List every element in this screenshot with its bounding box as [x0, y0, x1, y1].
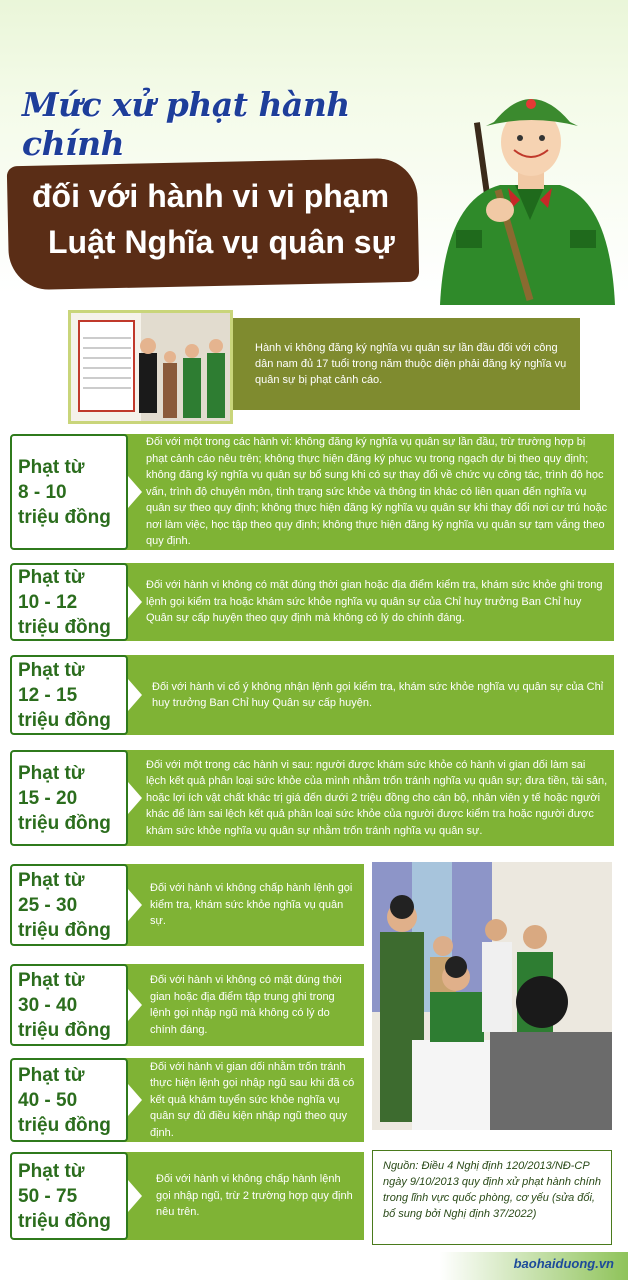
title-line-2: Luật Nghĩa vụ quân sự [48, 224, 395, 260]
arrow-icon [128, 889, 142, 921]
fine-label: Phạt từ 30 - 40 triệu đồng [10, 964, 128, 1046]
arrow-icon [128, 1084, 142, 1116]
fine-description: Đối với một trong các hành vi: không đăng ký nghĩa vụ quân sự lần đầu, trừ trường hợp bị phạt cảnh cáo nêu trên; không thực hiện đăng ký phục vụ trong ngạch dự bị theo quy định; không đăng ký nghĩa vụ quân sự bổ sung khi có sự thay đổi về chức vụ công tác, trình độ học vấn, trình độ chuyên môn, tình trạng sức khỏe và thông tin khác có liên quan đến nghĩa vụ quân sự theo quy định; không thực hiện đăng ký nghĩa vụ quân sự khi thay đổi nơi cư trú hoặc nơi làm việc, học tập theo quy định; không thực hiện đăng ký nghĩa vụ quân sự tạm vắng theo quy định. [146, 436, 608, 548]
arrow-icon [128, 782, 142, 814]
title-line-1: đối với hành vi vi phạm [32, 178, 390, 214]
arrow-icon [128, 586, 142, 618]
intro-photo [68, 310, 233, 424]
arrow-icon [128, 1180, 142, 1212]
registration-board-icon [71, 313, 230, 421]
arrow-icon [128, 476, 142, 508]
arrow-icon [128, 989, 142, 1021]
fine-description: Đối với hành vi cố ý không nhận lệnh gọi kiểm tra, khám sức khỏe nghĩa vụ quân sự của Chỉ huy trưởng Ban Chỉ huy Quân sự cấp huyện. [152, 680, 604, 709]
fine-row-25-30 [10, 864, 364, 946]
fine-row-12-15 [10, 655, 614, 735]
footer-brand[interactable]: baohaiduong.vn [513, 1256, 614, 1271]
fine-description: Đối với hành vi không chấp hành lệnh gọi nhập ngũ, trừ 2 trường hợp quy định nêu trên. [156, 1173, 353, 1219]
medical-exam-photo [372, 862, 612, 1130]
fine-description: Đối với một trong các hành vi sau: người được khám sức khỏe có hành vi gian dối làm sai lệch kết quả phân loại sức khỏe của mình nhằm trốn tránh nghĩa vụ quân sự; đưa tiền, tài sản, hoặc lợi ích vật chất khác trị giá đến dưới 2 triệu đồng cho cán bộ, nhân viên y tế hoặc người khác để làm sai lệch kết quả phân loại sức khỏe của người được kiểm tra hoặc người được khám sức khỏe nghĩa vụ quân sự nhằm trốn tránh nghĩa vụ quân sự. [146, 758, 608, 837]
fine-row-40-50 [10, 1058, 364, 1142]
fine-label: Phạt từ 25 - 30 triệu đồng [10, 864, 128, 946]
fine-label: Phạt từ 10 - 12 triệu đồng [10, 563, 128, 641]
fine-description: Đối với hành vi gian dối nhằm trốn tránh thực hiện lệnh gọi nhập ngũ sau khi đã có kết quả khám tuyển sức khỏe nghĩa vụ quân sự đủ điều kiện nhập ngũ theo quy định. [150, 1060, 355, 1139]
fine-label: Phạt từ 15 - 20 triệu đồng [10, 750, 128, 846]
intro-text: Hành vi không đăng ký nghĩa vụ quân sự lần đầu đối với công dân nam đủ 17 tuổi trong năm thuộc diện phải đăng ký nghĩa vụ quân sự bị phạt cảnh cáo. [255, 342, 567, 386]
fine-row-8-10 [10, 434, 614, 550]
fine-description: Đối với hành vi không có mặt đúng thời gian hoặc địa điểm kiểm tra, khám sức khỏe ghi trong lệnh gọi kiểm tra hoặc khám sức khỏe nghĩa vụ quân sự của Chỉ huy trưởng Ban Chỉ huy Quân sự cấp huyện theo quy định mà không có lý do chính đáng. [146, 579, 603, 625]
fine-row-30-40 [10, 964, 364, 1046]
header [0, 0, 628, 305]
soldier-illustration [420, 80, 620, 305]
fine-label: Phạt từ 40 - 50 triệu đồng [10, 1058, 128, 1142]
fine-row-50-75 [10, 1152, 364, 1240]
arrow-icon [128, 679, 142, 711]
fine-label: Phạt từ 12 - 15 triệu đồng [10, 655, 128, 735]
fine-label: Phạt từ 50 - 75 triệu đồng [10, 1152, 128, 1240]
source-citation: Nguồn: Điều 4 Nghị định 120/2013/NĐ-CP ngày 9/10/2013 quy định xử phạt hành chính trong lĩnh vực quốc phòng, cơ yếu (sửa đổi, bổ sung bởi Nghị định 37/2022) [372, 1150, 612, 1245]
fine-row-10-12 [10, 563, 614, 641]
exam-scene-icon [372, 862, 612, 1130]
fine-label: Phạt từ 8 - 10 triệu đồng [10, 434, 128, 550]
fine-description: Đối với hành vi không chấp hành lệnh gọi kiểm tra, khám sức khỏe nghĩa vụ quân sự. [150, 882, 353, 928]
title-script: Mức xử phạt hành chính [22, 85, 350, 163]
fine-description: Đối với hành vi không có mặt đúng thời gian hoặc địa điểm tập trung ghi trong lệnh gọi nhập ngũ mà không có lý do chính đáng. [150, 974, 342, 1036]
fine-row-15-20 [10, 750, 614, 846]
